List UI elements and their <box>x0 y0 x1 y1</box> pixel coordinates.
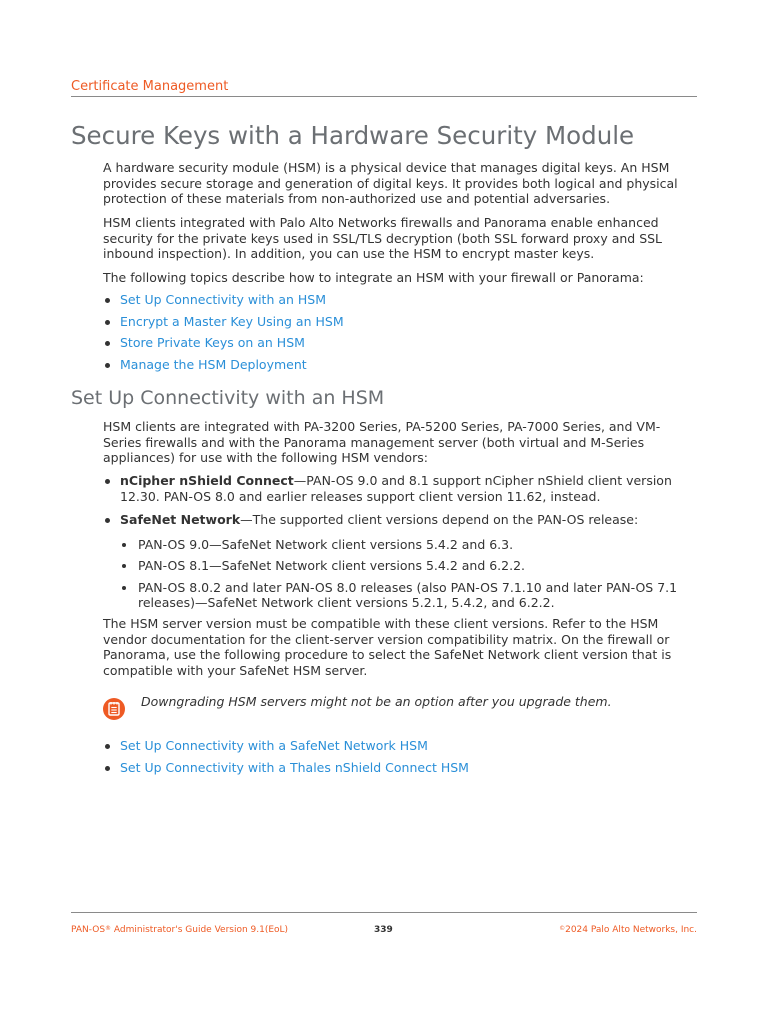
list-item <box>103 738 469 760</box>
list-item: PAN-OS 8.1—SafeNet Network client versions 5.4.2 and 6.2.2. <box>120 558 698 574</box>
list-item <box>103 335 344 357</box>
link-safenet-hsm[interactable]: Set Up Connectivity with a SafeNet Network HSM <box>120 738 428 753</box>
vendor-item-ncipher <box>103 473 698 504</box>
list-item: PAN-OS 9.0—SafeNet Network client versions 5.4.2 and 6.3. <box>120 537 698 553</box>
page-number: 339 <box>374 925 393 935</box>
note-text: Downgrading HSM servers might not be an option after you upgrade them. <box>141 694 612 709</box>
note-callout <box>103 694 693 722</box>
vendor-name: nCipher nShield Connect <box>120 473 294 488</box>
vendor-name: SafeNet Network <box>120 512 241 527</box>
list-item <box>103 357 344 379</box>
list-item: PAN-OS 8.0.2 and later PAN-OS 8.0 releases (also PAN-OS 7.1.10 and later PAN-OS 7.1 releases)—SafeNet Network client versions 5.2.1, 5.4.2, and 6.2.2. <box>120 580 698 611</box>
page-header <box>71 75 697 97</box>
link-encrypt-master-key[interactable]: Encrypt a Master Key Using an HSM <box>120 313 344 329</box>
intro-paragraph-3: The following topics describe how to integrate an HSM with your firewall or Panorama: <box>103 270 644 285</box>
notepad-icon <box>103 698 125 720</box>
link-set-up-connectivity[interactable]: Set Up Connectivity with an HSM <box>120 292 327 307</box>
vendor-list <box>103 473 698 619</box>
footer-copyright: ©2024 Palo Alto Networks, Inc. <box>559 925 697 935</box>
vendor-item-safenet <box>103 512 698 611</box>
link-store-private-keys[interactable]: Store Private Keys on an HSM <box>120 335 305 350</box>
footer-guide-title: PAN-OS® Administrator's Guide Version 9.1(EoL) <box>71 925 289 935</box>
list-item <box>103 314 344 336</box>
list-item <box>103 760 469 782</box>
link-manage-hsm-deployment[interactable]: Manage the HSM Deployment <box>120 356 307 372</box>
section-paragraph-1: HSM clients are integrated with PA-3200 Series, PA-5200 Series, PA-7000 Series, and VM-Series firewalls and with the Panorama management server (both virtual and M-Series appliances) for use with the following HSM vendors: <box>103 419 661 465</box>
procedure-link-list <box>103 738 469 781</box>
list-item <box>103 292 344 314</box>
topic-link-list <box>103 292 344 378</box>
section-name: Certificate Management <box>71 79 229 94</box>
page-footer <box>71 912 697 943</box>
version-sublist <box>120 537 698 611</box>
link-thales-nshield-hsm[interactable]: Set Up Connectivity with a Thales nShield Connect HSM <box>120 759 469 775</box>
page-title: Secure Keys with a Hardware Security Module <box>71 121 635 150</box>
vendor-description: —PAN-OS 9.0 and 8.1 support nCipher nShield client version 12.30. PAN-OS 8.0 and earlier releases support client version 11.62, instead. <box>120 473 672 504</box>
section-paragraph-2: The HSM server version must be compatible with these client versions. Refer to the HSM vendor documentation for the client-server version compatibility matrix. On the firewall or Panorama, use the following procedure to select the SafeNet Network client version that is compatible with your SafeNet HSM server. <box>103 616 672 678</box>
intro-paragraph-2: HSM clients integrated with Palo Alto Networks firewalls and Panorama enable enhanced security for the private keys used in SSL/TLS decryption (both SSL forward proxy and SSL inbound inspection). In addition, you can use the HSM to encrypt master keys. <box>103 215 663 261</box>
section-heading: Set Up Connectivity with an HSM <box>71 387 385 409</box>
vendor-description: —The supported client versions depend on the PAN-OS release: <box>240 512 639 527</box>
intro-paragraph-1: A hardware security module (HSM) is a physical device that manages digital keys. An HSM provides secure storage and generation of digital keys. It provides both logical and physical protection of these materials from non-authorized use and potential adversaries. <box>103 160 678 206</box>
